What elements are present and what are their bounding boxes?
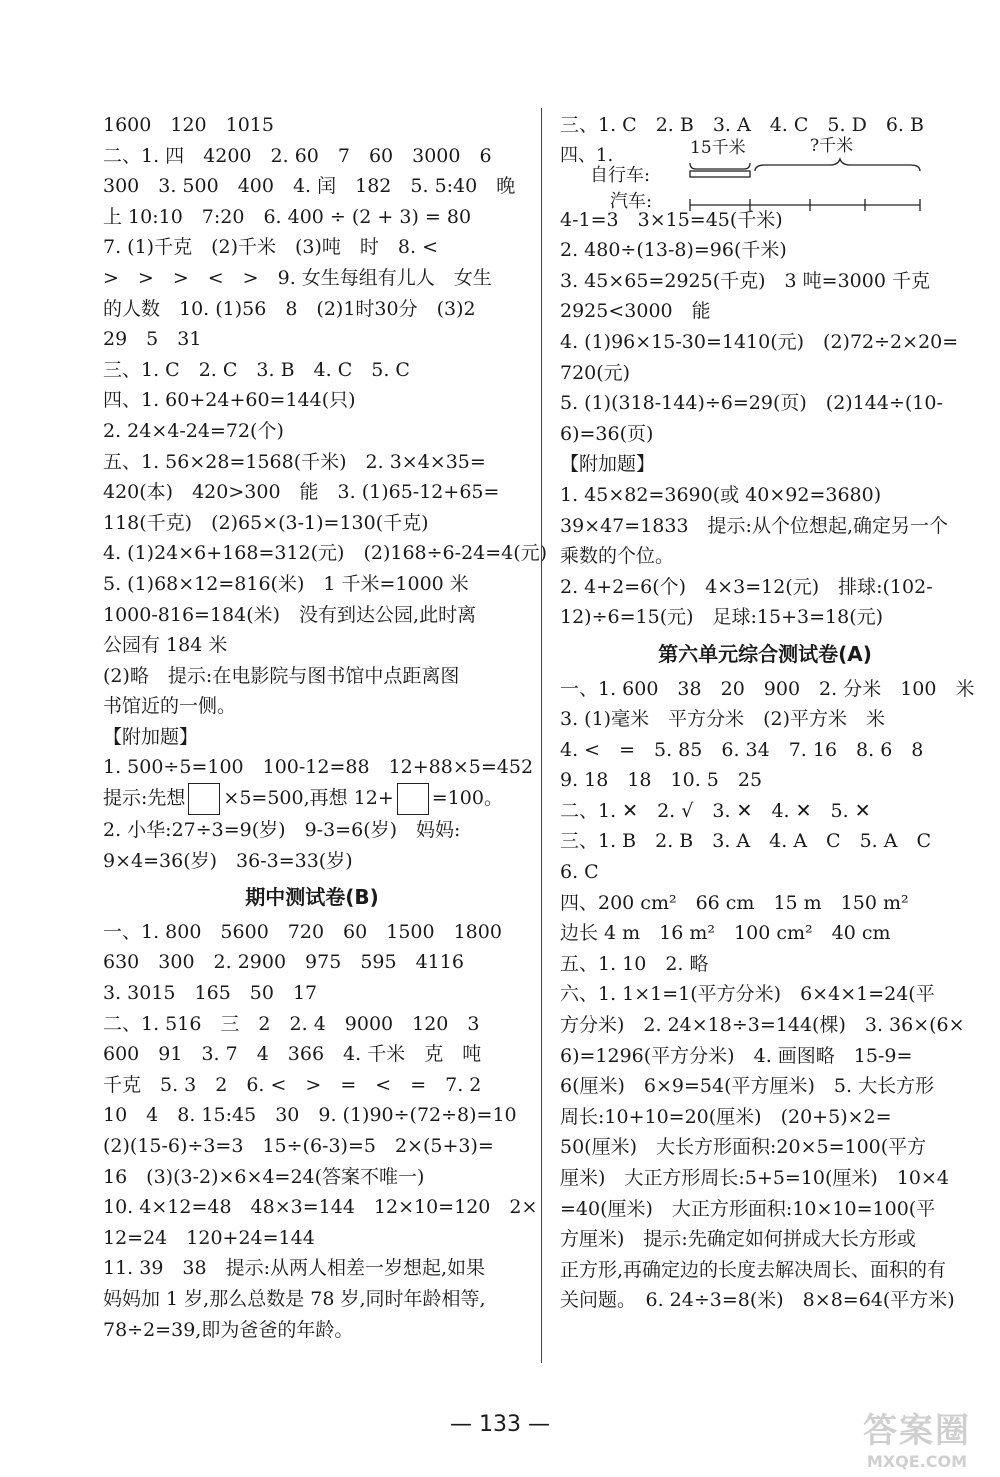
car-label: 汽车: [610, 190, 653, 212]
line-segment-diagram [560, 135, 970, 212]
hint-line-with-boxes [103, 783, 521, 815]
answer-line: 9. 18 18 10. 5 25 [560, 769, 763, 792]
answer-line: (2)(15-6)÷3=3 15÷(6-3)=5 2×(5+3)= [103, 1135, 494, 1157]
answer-line: 2. 小华:27÷3=9(岁) 9-3=6(岁) 妈妈: [103, 819, 461, 842]
answer-line: 厘米) 大正方形周长:5+5=10(厘米) 10×4 [560, 1167, 950, 1189]
answer-line: 11. 39 38 提示:从两人相差一岁想起,如果 [103, 1257, 486, 1280]
answer-line: 6)=36(页) [560, 422, 654, 445]
answer-line: 6(厘米) 6×9=54(平方厘米) 5. 大长方形 [560, 1075, 935, 1098]
answer-line: 4. (1)24×6+168=312(元) (2)168÷6-24=4(元) [103, 542, 548, 565]
answer-line: 一、1. 800 5600 720 60 1500 1800 [103, 920, 502, 943]
hint-suffix: =100。 [431, 787, 503, 810]
answer-line: 六、1. 1×1=1(平方分米) 6×4×1=24(平 [560, 983, 935, 1006]
answer-line: 3. 3015 165 50 17 [103, 982, 318, 1005]
right-answers-part2 [560, 674, 975, 1316]
answer-line: 公园有 184 米 [103, 634, 228, 657]
answer-line: 三、1. B 2. B 3. A 4. A C 5. A C [560, 830, 932, 853]
answer-line: 6)=1296(平方分米) 4. 画图略 15-9= [560, 1044, 913, 1067]
answer-line: 3. (1)毫米 平方分米 (2)平方米 米 [560, 708, 885, 731]
answer-line: 【附加题】 [560, 453, 656, 476]
answer-line: 三、1. C 2. C 3. B 4. C 5. C [103, 358, 410, 381]
watermark-line2: MXQE.COM [866, 1452, 968, 1471]
answer-line: 5. (1)(318-144)÷6=29(页) (2)144÷(10- [560, 392, 943, 415]
bike-distance-label: 15千米 [690, 137, 746, 158]
answer-line: 50(厘米) 大长方形面积:20×5=100(平方 [560, 1136, 927, 1159]
left-column [103, 110, 548, 1345]
answer-line: 四、200 cm² 66 cm 15 m 150 m² [560, 891, 909, 914]
answer-line: 7. (1)千克 (2)千米 (3)吨 时 8. < [103, 236, 438, 259]
left-answers-part1 [103, 110, 548, 783]
answer-line: 600 91 3. 7 4 366 4. 千米 克 吨 [103, 1043, 482, 1066]
answer-line: 39×47=1833 提示:从个位想起,确定另一个 [560, 514, 948, 537]
answer-line: 10 4 8. 15:45 30 9. (1)90÷(72÷8)=10 [103, 1104, 517, 1127]
answer-line: 乘数的个位。 [560, 545, 675, 568]
answer-line: 10. 4×12=48 48×3=144 12×10=120 2× [103, 1196, 538, 1219]
answer-line: 9×4=36(岁) 36-3=33(岁) [103, 849, 353, 872]
watermark-line1: 答案圈 [863, 1411, 971, 1451]
answer-line: =40(厘米) 大正方形面积:10×10=100(平 [560, 1197, 936, 1220]
answer-line: 上 10:10 7:20 6. 400 ÷ (2 + 3) = 80 [103, 205, 472, 228]
answer-line: 的人数 10. (1)56 8 (2)1时30分 (3)2 [103, 297, 476, 320]
answer-line: 12=24 120+24=144 [103, 1226, 315, 1249]
answer-line: 2. 24×4-24=72(个) [103, 419, 284, 442]
answer-line: 方厘米) 提示:先确定如何拼成大长方形或 [560, 1228, 916, 1251]
answer-line: 6. C [560, 861, 599, 884]
hint-prefix: 提示:先想 [103, 787, 186, 810]
section-title-midterm: 期中测试卷(B) [245, 885, 379, 910]
left-answers-part2 [103, 815, 521, 876]
watermark-logo [842, 1403, 992, 1473]
answer-line: 1600 120 1015 [103, 114, 274, 136]
answer-line: 118(千克) (2)65×(3-1)=130(千克) [103, 511, 429, 534]
answer-line: 1. 500÷5=100 100-12=88 12+88×5=452 [103, 756, 534, 779]
answer-line: 4-1=3 3×15=45(千米) [560, 208, 783, 231]
answer-line: > > > < > 9. 女生每组有儿人 女生 [103, 266, 492, 289]
right-column [560, 110, 975, 1316]
answer-line: 630 300 2. 2900 975 595 4116 [103, 951, 464, 974]
answer-line: 边长 4 m 16 m² 100 cm² 40 cm [560, 922, 891, 945]
answer-line: 1. 45×82=3690(或 40×92=3680) [560, 483, 882, 506]
answer-line: 29 5 31 [103, 328, 202, 351]
answer-line: 2925<3000 能 [560, 300, 711, 323]
answer-line: 720(元) [560, 361, 631, 384]
answer-line: 二、1. 四 4200 2. 60 7 60 3000 6 [103, 144, 492, 167]
bike-label: 自行车: [590, 164, 651, 186]
answer-line: 正方形,再确定边的长度去解决周长、面积的有 [560, 1258, 947, 1281]
answer-line: 妈妈加 1 岁,那么总数是 78 岁,同时年龄相等, [103, 1287, 486, 1310]
answer-line: 方分米) 2. 24×18÷3=144(棵) 3. 36×(6× [560, 1014, 965, 1037]
answer-line: 五、1. 10 2. 略 [560, 952, 709, 975]
answer-line: 书馆近的一侧。 [103, 695, 237, 718]
answer-line: 300 3. 500 400 4. 闰 182 5. 5:40 晚 [103, 175, 516, 198]
answer-line: 关问题。 6. 24÷3=8(米) 8×8=64(平方米) [560, 1289, 955, 1312]
column-divider [541, 108, 542, 1363]
answer-line: 4. (1)96×15-30=1410(元) (2)72÷2×20= [560, 330, 959, 353]
answer-line: 千克 5. 3 2 6. < > = < = 7. 2 [103, 1073, 482, 1096]
answer-line: 5. (1)68×12=816(米) 1 千米=1000 米 [103, 572, 469, 595]
left-answers-part3 [103, 917, 538, 1345]
answer-line: 1000-816=184(米) 没有到达公园,此时离 [103, 603, 477, 626]
hint-middle: ×5=500,再想 12+ [223, 787, 394, 810]
answer-line: 4. < = 5. 85 6. 34 7. 16 8. 6 8 [560, 738, 924, 761]
answer-line: 16 (3)(3-2)×6×4=24(答案不唯一) [103, 1165, 425, 1188]
answer-line: 周长:10+10=20(厘米) (20+5)×2= [560, 1105, 892, 1128]
answer-line: 【附加题】 [103, 725, 199, 748]
diagram-lines [560, 141, 970, 221]
answer-line: 420(本) 420>300 能 3. (1)65-12+65= [103, 481, 500, 504]
blank-box [397, 783, 429, 815]
diagram-prefix: 四、1. [560, 144, 614, 166]
answer-line: 二、1. ✕ 2. √ 3. ✕ 4. ✕ 5. ✕ [560, 799, 871, 822]
answer-line: 五、1. 56×28=1568(千米) 2. 3×4×35= [103, 450, 486, 473]
right-answers-part1 [560, 205, 970, 633]
answer-line: (2)略 提示:在电影院与图书馆中点距离图 [103, 664, 460, 687]
answer-line: 3. 45×65=2925(千克) 3 吨=3000 千克 [560, 269, 930, 292]
page-number: — 133 — [450, 1412, 550, 1437]
answer-line: 2. 4+2=6(个) 4×3=12(元) 排球:(102- [560, 575, 933, 598]
answer-line: 三、1. C 2. B 3. A 4. C 5. D 6. B [560, 114, 924, 136]
answer-line: 2. 480÷(13-8)=96(千米) [560, 239, 787, 262]
unknown-distance-label: ?千米 [810, 135, 854, 156]
answer-line: 一、1. 600 38 20 900 2. 分米 100 米 [560, 677, 975, 700]
answer-line: 78÷2=39,即为爸爸的年龄。 [103, 1318, 354, 1341]
section-title-unit6: 第六单元综合测试卷(A) [658, 641, 872, 666]
answer-line: 二、1. 516 三 2 2. 4 9000 120 3 [103, 1012, 480, 1035]
answer-line: 12)÷6=15(元) 足球:15+3=18(元) [560, 606, 884, 629]
blank-box [188, 783, 220, 815]
answer-line: 四、1. 60+24+60=144(只) [103, 389, 356, 412]
